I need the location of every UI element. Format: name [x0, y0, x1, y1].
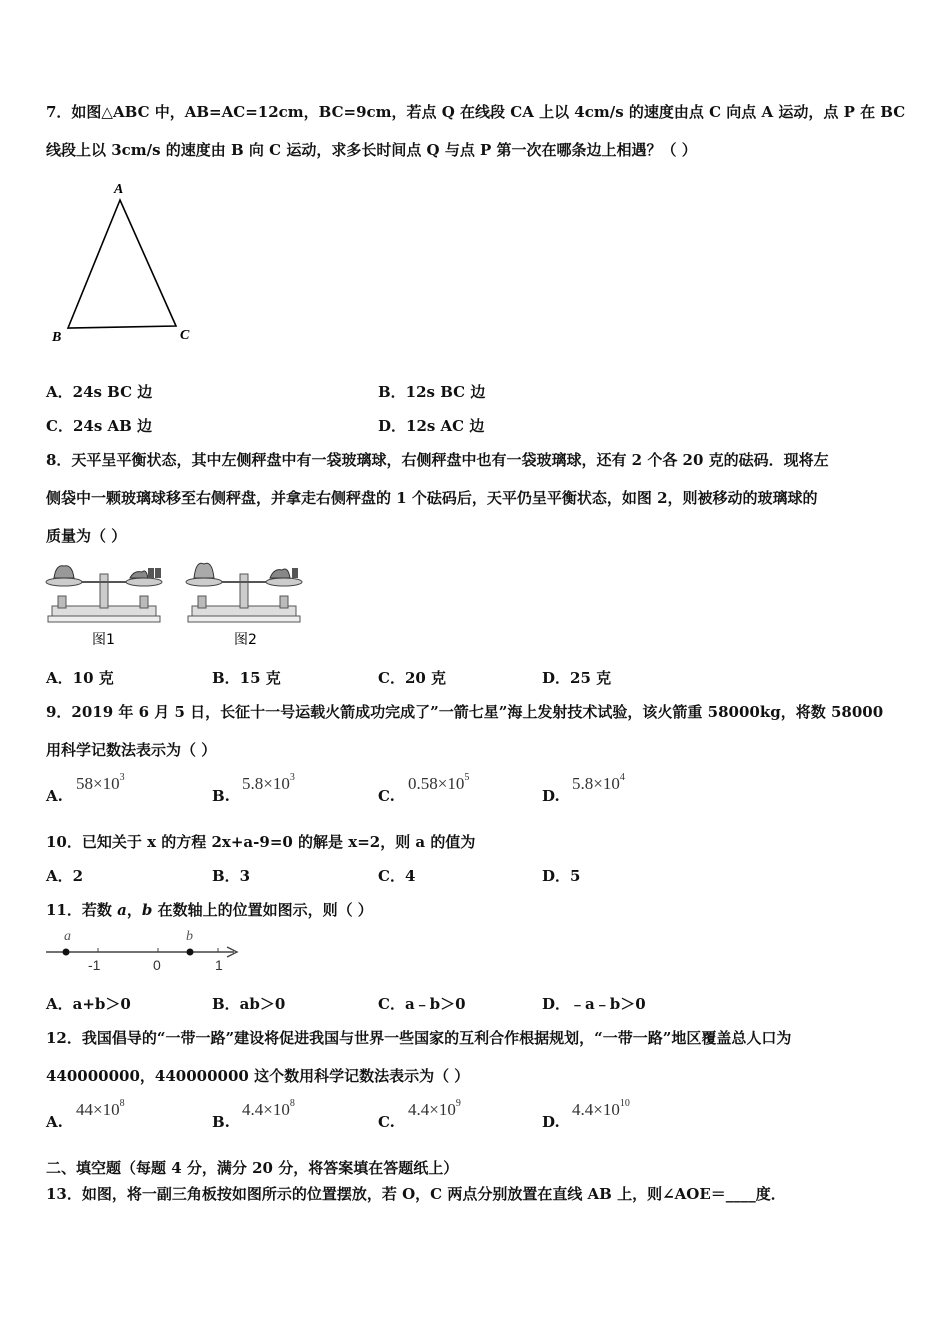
q12-line1: 12．我国倡导的“一带一路”建设将促进我国与世界一些国家的互利合作根据规划，“一带一路”地区覆盖总人口为: [46, 1029, 792, 1047]
q11-option-d: D．﹣a﹣b＞0: [542, 995, 646, 1013]
q11-option-a: A．a+b＞0: [46, 995, 131, 1013]
q12-option-d-letter: D.: [542, 1113, 560, 1131]
q12-line2: 440000000，440000000 这个数用科学记数法表示为（ ）: [46, 1067, 470, 1085]
q10-option-c: C．4: [378, 867, 416, 885]
fig2-label: 图2: [234, 632, 257, 648]
q8-option-b: B．15 克: [212, 669, 281, 687]
q7-label-c: C: [180, 328, 190, 343]
q10-option-d: D．5: [542, 867, 581, 885]
q11-line1: 11．若数 a，b 在数轴上的位置如图示，则（ ）: [46, 901, 373, 919]
q9-option-c-value: $0.58\times 10^5$: [408, 772, 470, 793]
balance-scale-1: [46, 566, 162, 622]
point-b: [187, 949, 194, 956]
axis-tick-0: 0: [153, 957, 161, 973]
q9-option-d-letter: D.: [542, 787, 560, 805]
q7-option-b: B．12s BC 边: [378, 383, 486, 401]
q10-option-a: A．2: [46, 867, 84, 885]
q8-option-d: D．25 克: [542, 669, 612, 687]
axis-tick-neg1: -1: [88, 957, 101, 973]
q12-option-b-letter: B.: [212, 1113, 230, 1131]
q12-option-b-value: $4.4\times 10^8$: [242, 1098, 295, 1119]
q10-option-b: B．3: [212, 867, 251, 885]
q11-number-line: [44, 926, 244, 976]
q9-option-a-letter: A.: [46, 787, 63, 805]
section2-heading: 二、填空题（每题 4 分，满分 20 分，将答案填在答题纸上）: [46, 1159, 459, 1177]
q11-option-b: B．ab＞0: [212, 995, 286, 1013]
q10-line1: 10．已知关于 x 的方程 2x+a-9=0 的解是 x=2，则 a 的值为: [46, 833, 476, 851]
q7-label-a: A: [114, 182, 124, 197]
point-a: [63, 949, 70, 956]
q9-option-c-letter: C.: [378, 787, 395, 805]
q7-option-d: D．12s AC 边: [378, 417, 485, 435]
q13-line1: 13．如图，将一副三角板按如图所示的位置摆放，若 O，C 两点分别放置在直线 AB 上，则∠AOE＝____度．: [46, 1185, 786, 1203]
q7-label-b: B: [52, 330, 62, 345]
q8-option-a: A．10 克: [46, 669, 114, 687]
q9-option-d-value: $5.8\times 10^4$: [572, 772, 625, 793]
q8-balance-figures: [44, 556, 314, 652]
fig1-label: 图1: [92, 632, 115, 648]
q8-line1: 8．天平呈平衡状态，其中左侧秤盘中有一袋玻璃球，右侧秤盘中也有一袋玻璃球，还有 2 个各 20 克的砝码．现将左: [46, 451, 829, 469]
q12-option-a-letter: A.: [46, 1113, 63, 1131]
axis-label-b: b: [186, 929, 193, 944]
axis-label-a: a: [64, 929, 71, 944]
q9-option-b-letter: B.: [212, 787, 230, 805]
q9-option-b-value: $5.8\times 10^3$: [242, 772, 295, 793]
axis-tick-1: 1: [215, 957, 223, 973]
q12-option-c-letter: C.: [378, 1113, 395, 1131]
q7-triangle-figure: [40, 178, 210, 350]
q9-line1: 9．2019 年 6 月 5 日，长征十一号运载火箭成功完成了”一箭七星”海上发射技术试验，该火箭重 58000kg，将数 58000: [46, 703, 884, 721]
balance-scale-2: [186, 563, 302, 622]
q8-line2: 侧袋中一颗玻璃球移至右侧秤盘，并拿走右侧秤盘的 1 个砝码后，天平仍呈平衡状态，如图 2，则被移动的玻璃球的: [46, 489, 818, 507]
q12-option-d-value: $4.4\times 10^{10}$: [572, 1098, 630, 1119]
q12-option-c-value: $4.4\times 10^9$: [408, 1098, 461, 1119]
q7-option-a: A．24s BC 边: [46, 383, 153, 401]
q7-line2: 线段上以 3cm/s 的速度由 B 向 C 运动，求多长时间点 Q 与点 P 第一次在哪条边上相遇？（ ）: [46, 141, 697, 159]
q7-option-c: C．24s AB 边: [46, 417, 153, 435]
q8-option-c: C．20 克: [378, 669, 447, 687]
q8-line3: 质量为（ ）: [46, 527, 127, 545]
q11-option-c: C．a﹣b＞0: [378, 995, 466, 1013]
q7-line1: 7．如图△ABC 中，AB=AC=12cm，BC=9cm，若点 Q 在线段 CA 上以 4cm/s 的速度由点 C 向点 A 运动，点 P 在 BC: [46, 103, 906, 121]
q12-option-a-value: $44\times 10^8$: [76, 1098, 125, 1119]
q9-line2: 用科学记数法表示为（ ）: [46, 741, 217, 759]
q9-option-a-value: $58\times 10^3$: [76, 772, 125, 793]
